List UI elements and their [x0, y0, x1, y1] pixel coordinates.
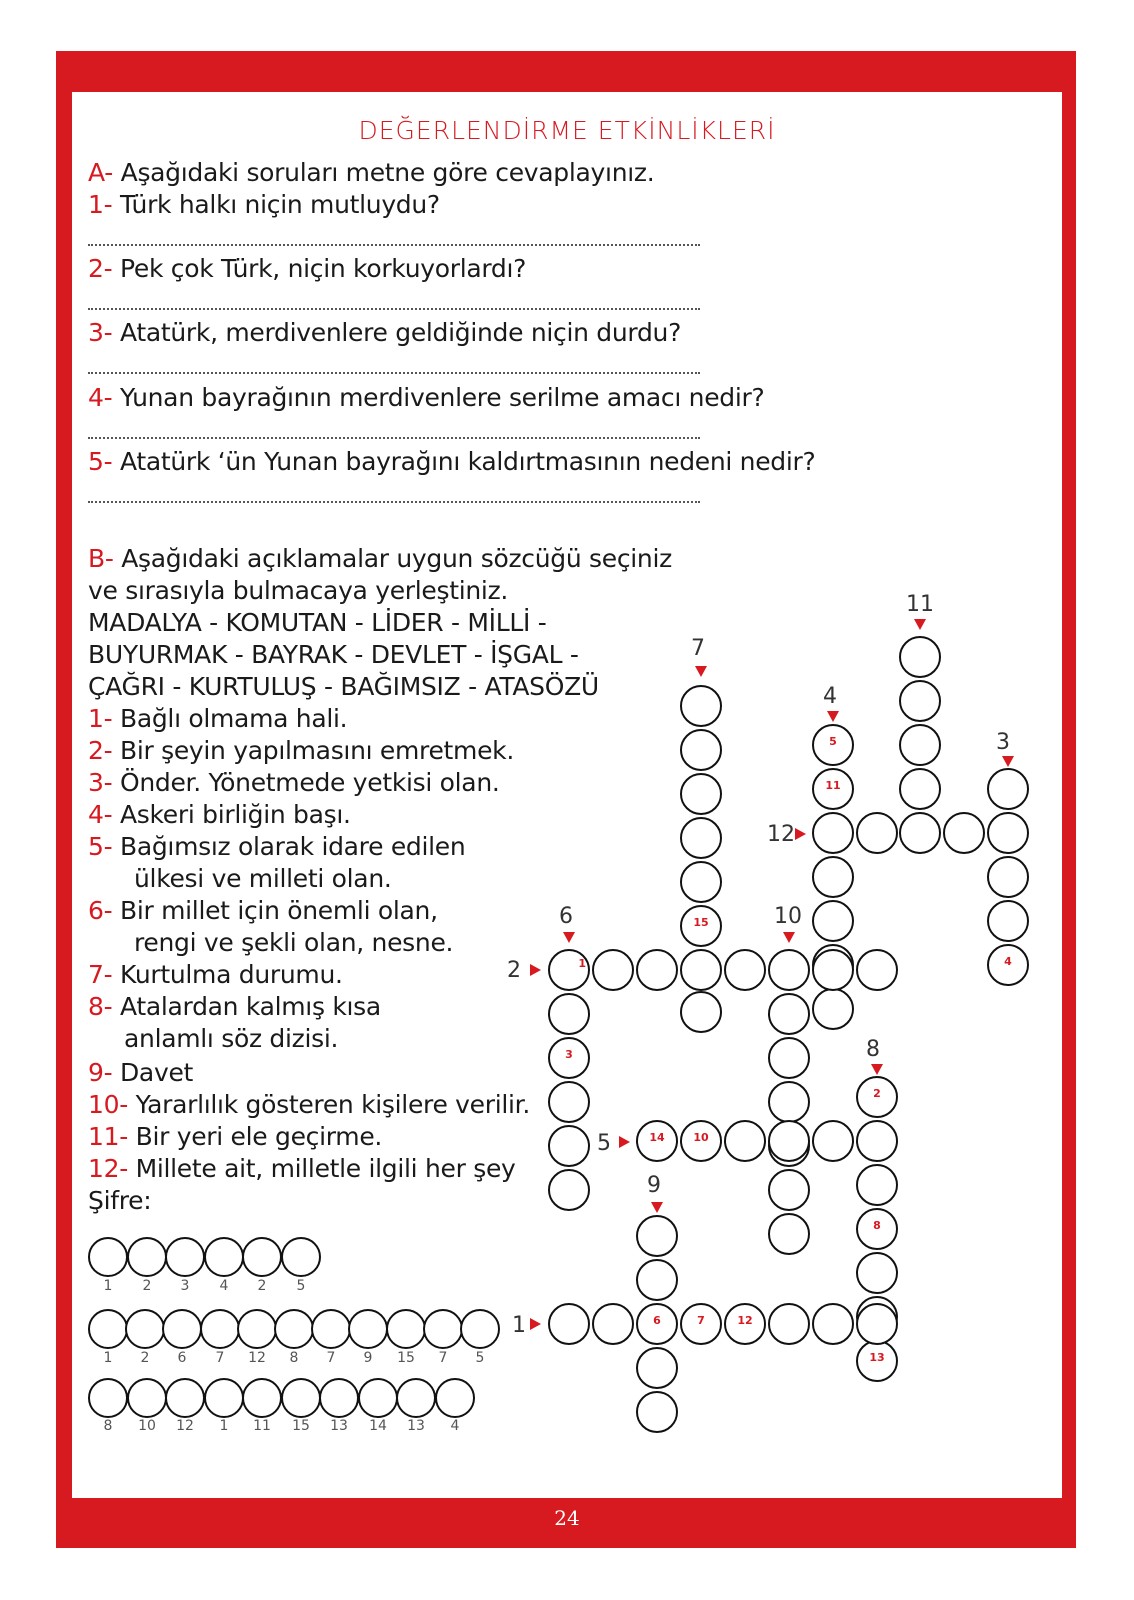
arrow-down-icon	[563, 932, 575, 943]
cipher-letter-box[interactable]	[242, 1237, 282, 1277]
crossword-cell[interactable]	[899, 680, 941, 722]
crossword-cell[interactable]	[856, 949, 898, 991]
cipher-letter-box[interactable]	[435, 1378, 475, 1418]
cipher-number: 13	[330, 1418, 348, 1434]
clue-2: 2- Bir şeyin yapılmasını emretmek.	[88, 736, 515, 765]
clue-8: 8- Atalardan kalmış kısa	[88, 992, 381, 1021]
crossword-cell[interactable]	[680, 991, 722, 1033]
crossword-cell[interactable]	[680, 729, 722, 771]
crossword-cell[interactable]	[548, 1125, 590, 1167]
cipher-number: 7	[215, 1350, 225, 1366]
page-title: DEĞERLENDİRME ETKİNLİKLERİ	[358, 116, 776, 145]
cipher-letter-box[interactable]	[348, 1309, 388, 1349]
crossword-cell[interactable]	[768, 1037, 810, 1079]
crossword-cell[interactable]	[899, 812, 941, 854]
crossword-cell[interactable]	[768, 949, 810, 991]
crossword-cell[interactable]	[680, 773, 722, 815]
question-2: 2- Pek çok Türk, niçin korkuyorlardı?	[88, 254, 527, 283]
crossword-cell[interactable]	[812, 1120, 854, 1162]
cell-number: 12	[737, 1314, 753, 1327]
cipher-letter-box[interactable]	[242, 1378, 282, 1418]
cipher-number: 2	[257, 1278, 267, 1294]
cipher-number: 15	[292, 1418, 310, 1434]
crossword-cell[interactable]	[899, 724, 941, 766]
answer-line-1[interactable]	[88, 244, 700, 246]
answer-line-4[interactable]	[88, 437, 700, 439]
crossword-cell[interactable]	[768, 1120, 810, 1162]
cipher-letter-box[interactable]	[127, 1378, 167, 1418]
cell-number: 8	[873, 1219, 881, 1232]
crossword-cell[interactable]	[812, 812, 854, 854]
clue-3: 3- Önder. Yönetmede yetkisi olan.	[88, 768, 500, 797]
crossword-cell[interactable]	[856, 1164, 898, 1206]
crossword-cell[interactable]	[724, 1120, 766, 1162]
crossword-cell[interactable]	[680, 1120, 722, 1162]
clue-number-label: 8	[866, 1037, 880, 1062]
cipher-label: Şifre:	[88, 1186, 152, 1215]
crossword-cell[interactable]	[548, 949, 590, 991]
question-4: 4- Yunan bayrağının merdivenlere serilme amacı nedir?	[88, 383, 765, 412]
cipher-letter-box[interactable]	[396, 1378, 436, 1418]
crossword-cell[interactable]	[812, 1303, 854, 1345]
crossword-cell[interactable]	[812, 900, 854, 942]
cipher-letter-box[interactable]	[423, 1309, 463, 1349]
answer-line-5[interactable]	[88, 501, 700, 503]
arrow-right-icon	[530, 1318, 541, 1330]
clue-8-cont: anlamlı söz dizisi.	[124, 1024, 339, 1053]
crossword-cell[interactable]	[636, 1391, 678, 1433]
crossword-cell[interactable]	[856, 1252, 898, 1294]
crossword-cell[interactable]	[987, 856, 1029, 898]
arrow-down-icon	[783, 932, 795, 943]
clue-number-label: 6	[559, 904, 573, 929]
crossword-cell[interactable]	[768, 1081, 810, 1123]
crossword-cell[interactable]	[856, 1340, 898, 1382]
clue-number-label: 7	[691, 636, 705, 661]
cipher-number: 7	[438, 1350, 448, 1366]
crossword-cell[interactable]	[987, 768, 1029, 810]
crossword-cell[interactable]	[768, 1213, 810, 1255]
clue-6: 6- Bir millet için önemli olan,	[88, 896, 438, 925]
clue-number-label: 3	[996, 730, 1010, 755]
cipher-number: 5	[296, 1278, 306, 1294]
clue-5-cont: ülkesi ve milleti olan.	[134, 864, 392, 893]
question-3: 3- Atatürk, merdivenlere geldiğinde niçin durdu?	[88, 318, 682, 347]
cipher-number: 9	[363, 1350, 373, 1366]
cell-number: 2	[873, 1087, 881, 1100]
arrow-down-icon	[1002, 756, 1014, 767]
crossword-cell[interactable]	[768, 993, 810, 1035]
cipher-number: 4	[450, 1418, 460, 1434]
crossword-cell[interactable]	[899, 768, 941, 810]
clue-number-label: 4	[823, 684, 837, 709]
cipher-number: 14	[369, 1418, 387, 1434]
crossword-cell[interactable]	[987, 900, 1029, 942]
clue-number-label: 2	[507, 958, 521, 983]
cipher-number: 12	[248, 1350, 266, 1366]
clue-11: 11- Bir yeri ele geçirme.	[88, 1122, 383, 1151]
section-b-instruction-2: ve sırasıyla bulmacaya yerleştiniz.	[88, 576, 509, 605]
arrow-right-icon	[619, 1136, 630, 1148]
answer-line-2[interactable]	[88, 308, 700, 310]
cipher-number: 2	[140, 1350, 150, 1366]
clue-number-label: 12	[767, 822, 795, 847]
cipher-letter-box[interactable]	[162, 1309, 202, 1349]
crossword-cell[interactable]	[812, 988, 854, 1030]
crossword-cell[interactable]	[636, 1120, 678, 1162]
cell-number: 13	[869, 1351, 885, 1364]
cipher-number: 4	[219, 1278, 229, 1294]
cipher-letter-box[interactable]	[274, 1309, 314, 1349]
word-list-line: ÇAĞRI - KURTULUŞ - BAĞIMSIZ - ATASÖZÜ	[88, 672, 599, 701]
cipher-number: 8	[103, 1418, 113, 1434]
cell-number: 7	[697, 1314, 705, 1327]
clue-9: 9- Davet	[88, 1058, 194, 1087]
crossword-cell[interactable]	[592, 949, 634, 991]
crossword-cell[interactable]	[636, 1215, 678, 1257]
arrow-down-icon	[827, 711, 839, 722]
cipher-letter-box[interactable]	[281, 1237, 321, 1277]
cell-number: 4	[1004, 955, 1012, 968]
clue-1: 1- Bağlı olmama hali.	[88, 704, 348, 733]
cipher-number: 5	[475, 1350, 485, 1366]
crossword-cell[interactable]	[680, 949, 722, 991]
crossword-cell[interactable]	[680, 861, 722, 903]
clue-7: 7- Kurtulma durumu.	[88, 960, 343, 989]
section-a-instruction: A- Aşağıdaki soruları metne göre cevaplayınız.	[88, 158, 655, 187]
cipher-number: 10	[138, 1418, 156, 1434]
clue-10: 10- Yararlılık gösteren kişilere verilir.	[88, 1090, 530, 1119]
word-list-line: BUYURMAK - BAYRAK - DEVLET - İŞGAL -	[88, 640, 579, 669]
cipher-letter-box[interactable]	[204, 1237, 244, 1277]
cipher-number: 13	[407, 1418, 425, 1434]
crossword-cell[interactable]	[856, 812, 898, 854]
cipher-letter-box[interactable]	[200, 1309, 240, 1349]
crossword-cell[interactable]	[812, 768, 854, 810]
crossword-cell[interactable]	[680, 1303, 722, 1345]
cipher-letter-box[interactable]	[358, 1378, 398, 1418]
cipher-number: 11	[253, 1418, 271, 1434]
crossword-cell[interactable]	[592, 1303, 634, 1345]
crossword-cell[interactable]	[680, 817, 722, 859]
crossword-cell[interactable]	[724, 1303, 766, 1345]
cipher-letter-box[interactable]	[237, 1309, 277, 1349]
crossword-cell[interactable]	[548, 1081, 590, 1123]
arrow-right-icon	[795, 828, 806, 840]
page-number: 24	[554, 1506, 580, 1530]
clue-number-label: 9	[647, 1173, 661, 1198]
cipher-number: 1	[103, 1350, 113, 1366]
crossword-cell[interactable]	[548, 1169, 590, 1211]
cipher-number: 6	[177, 1350, 187, 1366]
crossword-cell[interactable]	[812, 724, 854, 766]
cipher-letter-box[interactable]	[319, 1378, 359, 1418]
cipher-letter-box[interactable]	[204, 1378, 244, 1418]
crossword-cell[interactable]	[636, 1347, 678, 1389]
question-5: 5- Atatürk ‘ün Yunan bayrağını kaldırtmasının nedeni nedir?	[88, 447, 816, 476]
crossword-cell[interactable]	[856, 1208, 898, 1250]
crossword-cell[interactable]	[899, 636, 941, 678]
cipher-letter-box[interactable]	[460, 1309, 500, 1349]
clue-4: 4- Askeri birliğin başı.	[88, 800, 351, 829]
cell-number: 11	[825, 779, 841, 792]
arrow-down-icon	[914, 619, 926, 630]
crossword-cell[interactable]	[636, 949, 678, 991]
cell-number: 1	[578, 957, 586, 970]
crossword-cell[interactable]	[987, 944, 1029, 986]
question-1: 1- Türk halkı niçin mutluydu?	[88, 190, 440, 219]
cipher-number: 8	[289, 1350, 299, 1366]
cipher-number: 3	[180, 1278, 190, 1294]
cell-number: 10	[693, 1131, 709, 1144]
crossword-cell[interactable]	[768, 1303, 810, 1345]
cipher-number: 7	[326, 1350, 336, 1366]
cell-number: 14	[649, 1131, 665, 1144]
crossword-cell[interactable]	[724, 949, 766, 991]
cipher-number: 1	[103, 1278, 113, 1294]
clue-number-label: 11	[906, 592, 934, 617]
arrow-down-icon	[695, 666, 707, 677]
cipher-letter-box[interactable]	[125, 1309, 165, 1349]
cipher-letter-box[interactable]	[281, 1378, 321, 1418]
cell-number: 6	[653, 1314, 661, 1327]
clue-5: 5- Bağımsız olarak idare edilen	[88, 832, 466, 861]
crossword-cell[interactable]	[548, 1303, 590, 1345]
crossword-cell[interactable]	[548, 1037, 590, 1079]
arrow-down-icon	[651, 1202, 663, 1213]
cell-number: 3	[565, 1048, 573, 1061]
word-list-line: MADALYA - KOMUTAN - LİDER - MİLLİ -	[88, 608, 547, 637]
cipher-number: 12	[176, 1418, 194, 1434]
crossword-cell[interactable]	[636, 1259, 678, 1301]
cipher-letter-box[interactable]	[165, 1237, 205, 1277]
clue-12: 12- Millete ait, milletle ilgili her şey	[88, 1154, 516, 1183]
cipher-letter-box[interactable]	[311, 1309, 351, 1349]
clue-number-label: 1	[512, 1313, 526, 1338]
cell-number: 15	[693, 916, 709, 929]
arrow-down-icon	[871, 1064, 883, 1075]
crossword-cell[interactable]	[812, 856, 854, 898]
cipher-letter-box[interactable]	[88, 1378, 128, 1418]
cell-number: 5	[829, 735, 837, 748]
cipher-letter-box[interactable]	[127, 1237, 167, 1277]
cipher-number: 1	[219, 1418, 229, 1434]
crossword-cell[interactable]	[856, 1076, 898, 1118]
cipher-letter-box[interactable]	[88, 1237, 128, 1277]
crossword-cell[interactable]	[987, 812, 1029, 854]
clue-number-label: 5	[597, 1131, 611, 1156]
arrow-right-icon	[530, 964, 541, 976]
cipher-letter-box[interactable]	[165, 1378, 205, 1418]
crossword-cell[interactable]	[856, 1120, 898, 1162]
crossword-cell[interactable]	[636, 1303, 678, 1345]
crossword-cell[interactable]	[680, 685, 722, 727]
clue-6-cont: rengi ve şekli olan, nesne.	[134, 928, 454, 957]
crossword-cell[interactable]	[680, 905, 722, 947]
answer-line-3[interactable]	[88, 372, 700, 374]
clue-number-label: 10	[774, 904, 802, 929]
cipher-letter-box[interactable]	[386, 1309, 426, 1349]
crossword-cell[interactable]	[856, 1303, 898, 1345]
crossword-cell[interactable]	[943, 812, 985, 854]
section-b-instruction: B- Aşağıdaki açıklamalar uygun sözcüğü seçiniz	[88, 544, 672, 573]
crossword-cell[interactable]	[548, 993, 590, 1035]
crossword-cell[interactable]	[768, 1169, 810, 1211]
cipher-number: 15	[397, 1350, 415, 1366]
cipher-letter-box[interactable]	[88, 1309, 128, 1349]
cipher-number: 2	[142, 1278, 152, 1294]
crossword-cell[interactable]	[812, 949, 854, 991]
